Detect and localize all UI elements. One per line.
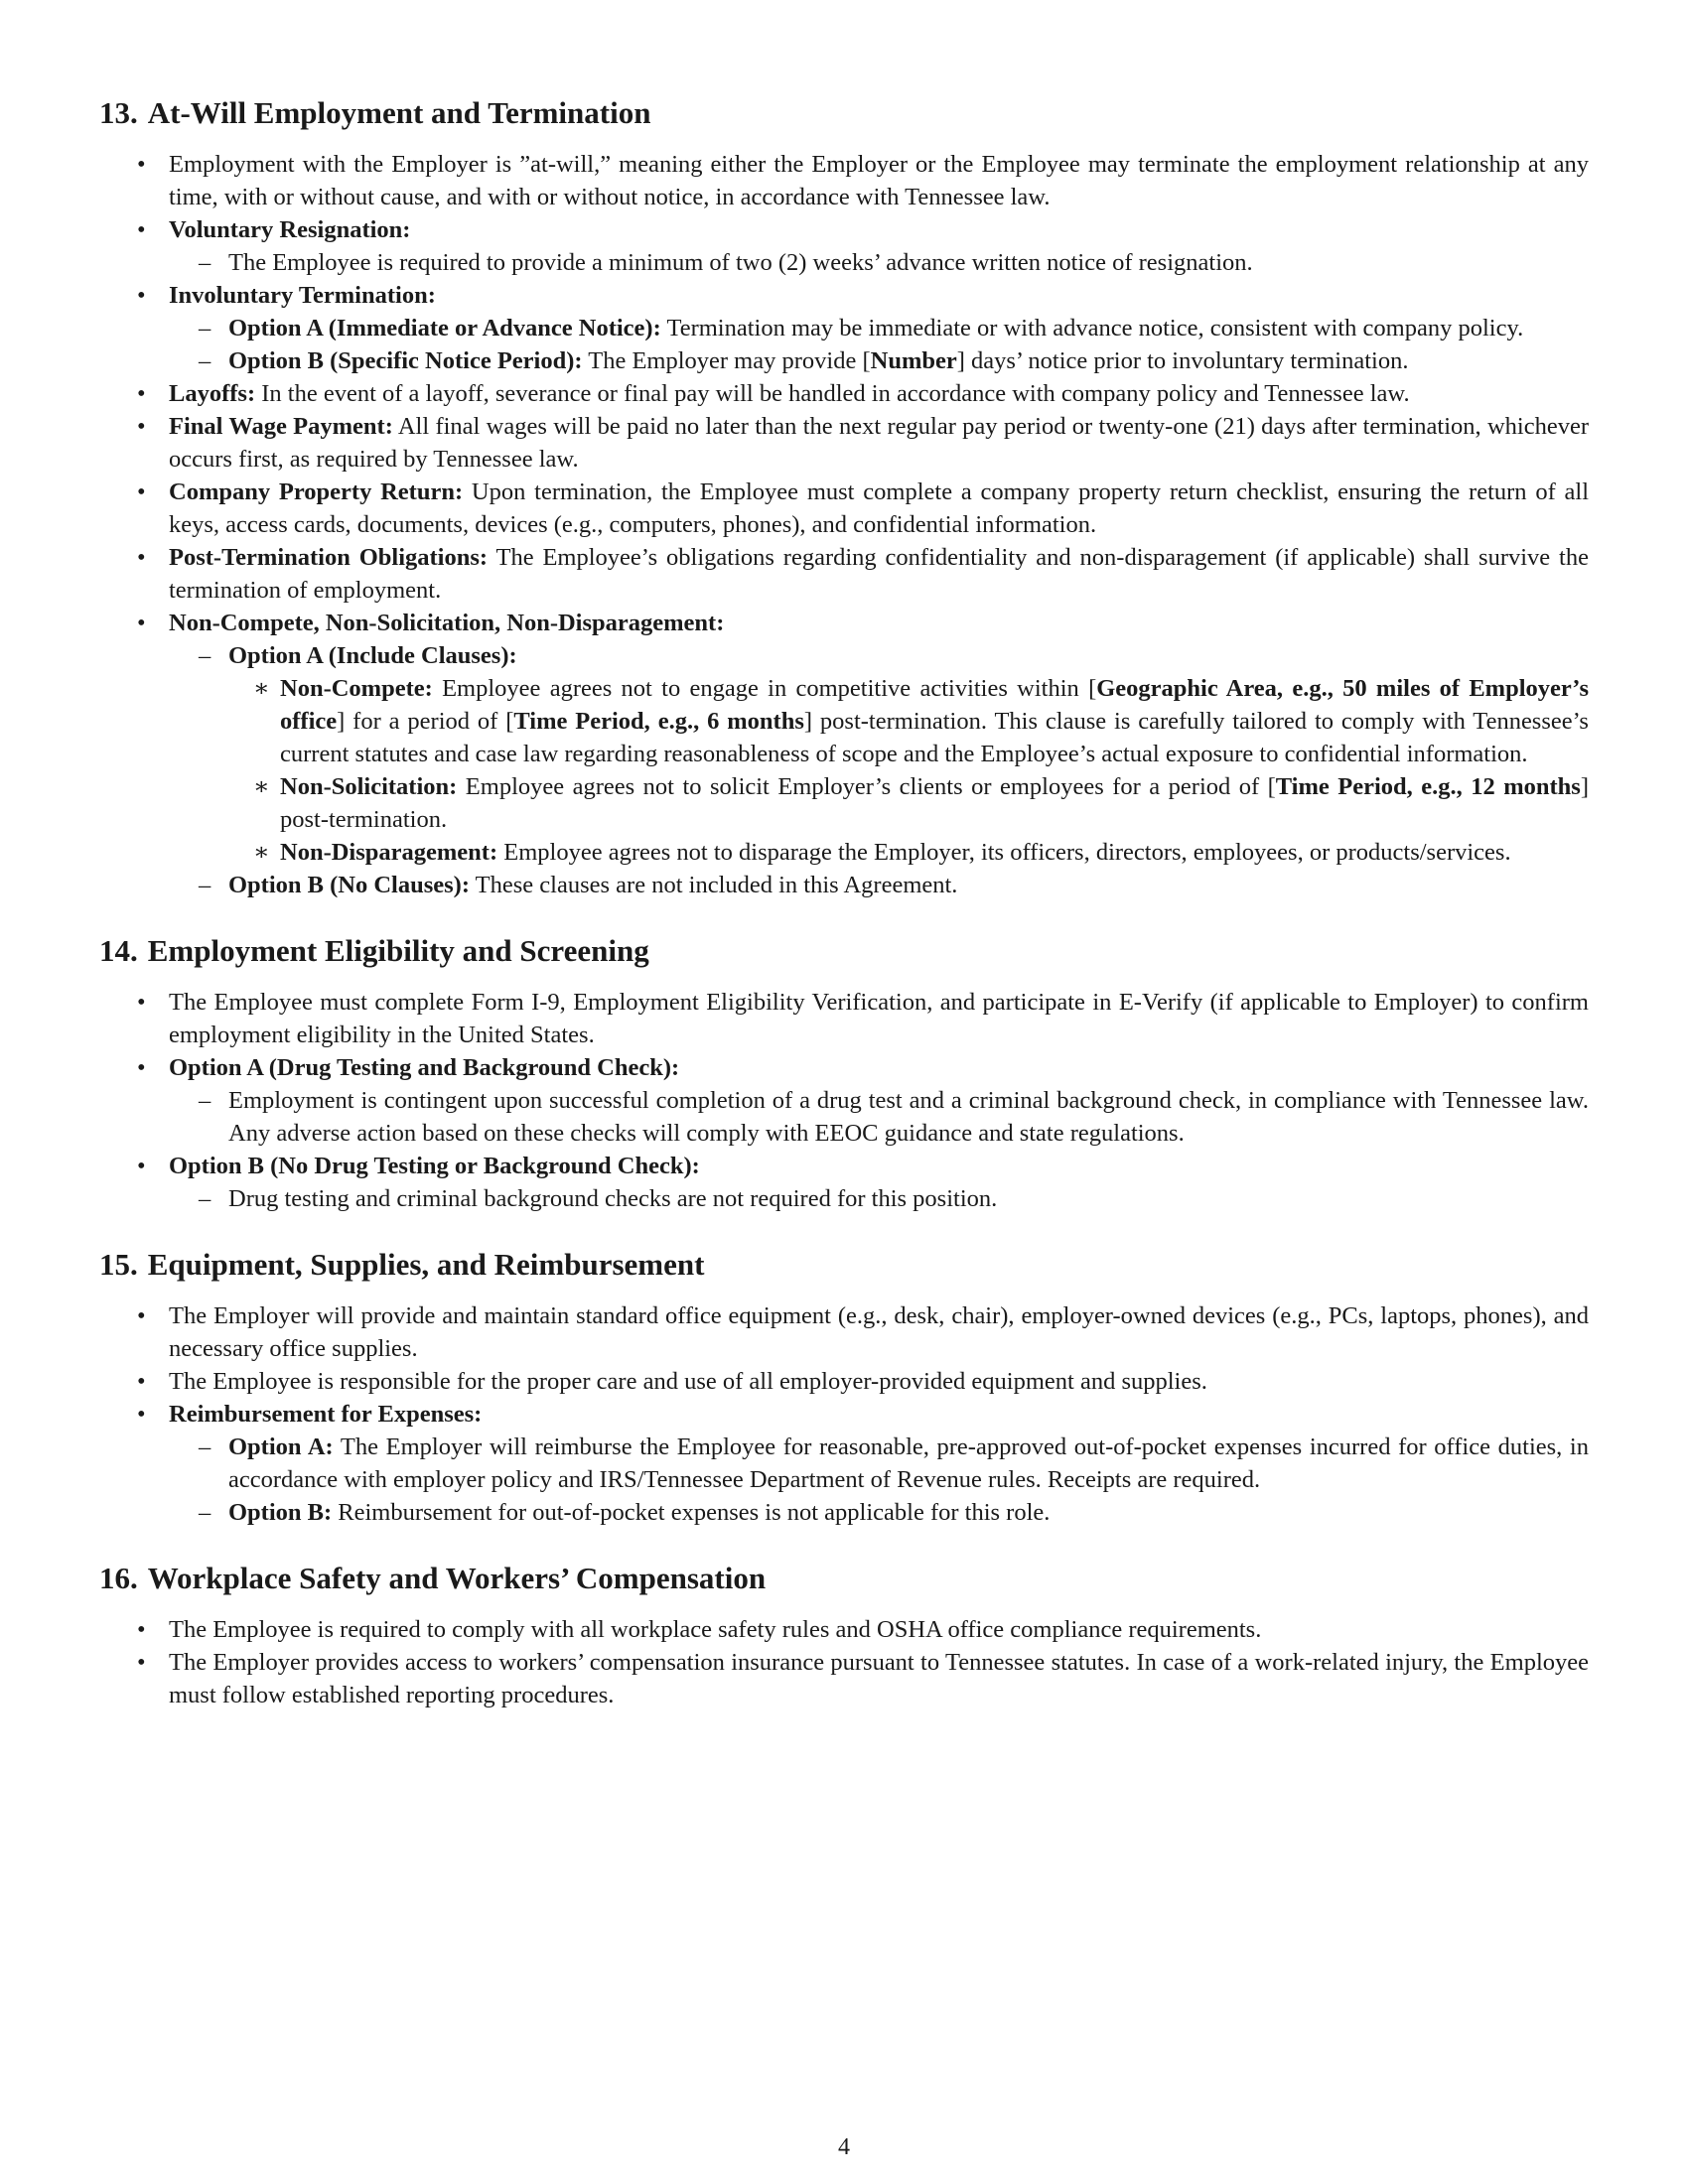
list-item (169, 869, 1589, 901)
list-item (99, 279, 1589, 377)
option-text: These clauses are not included in this Agreement. (475, 872, 958, 898)
sub-list (169, 639, 1589, 901)
non-disparagement-label: Non-Disparagement: (280, 839, 498, 866)
placeholder-field: Time Period, e.g., 12 months (1275, 773, 1581, 800)
section-number: 13. (99, 95, 138, 130)
list-item (99, 377, 1589, 410)
option-text: Reimbursement for out-of-pocket expenses is not applicable for this role. (338, 1499, 1051, 1526)
non-compete-label: Non-Compete: (280, 675, 433, 702)
list-item (99, 148, 1589, 213)
placeholder-field: Number (870, 347, 957, 374)
list-item (99, 607, 1589, 901)
sub-sub-list (228, 672, 1589, 869)
list-item (169, 312, 1589, 344)
final-wage-label: Final Wage Payment: (169, 413, 393, 440)
option-label: Option B (Specific Notice Period): (228, 347, 583, 374)
section-title: Employment Eligibility and Screening (147, 933, 649, 968)
section-16 (99, 1559, 1589, 1711)
option-label: Option B: (228, 1499, 333, 1526)
post-termination-text: The Employee’s obligations regarding confidentiality and non-disparagement (if applicable) shall survive the termination of employment. (169, 544, 1589, 604)
list-item (99, 541, 1589, 607)
section-heading (99, 93, 1589, 133)
option-text: ] days’ notice prior to involuntary termination. (956, 347, 1409, 374)
list-item (99, 1646, 1589, 1711)
bullet-list (99, 1299, 1589, 1529)
property-return-label: Company Property Return: (169, 478, 464, 505)
list-item (99, 1150, 1589, 1215)
document-page (99, 93, 1589, 1711)
osha-text: The Employee is required to comply with all workplace safety rules and OSHA office compliance requirements. (169, 1616, 1262, 1643)
sub-list (169, 312, 1589, 377)
workers-comp-text: The Employer provides access to workers’ compensation insurance pursuant to Tennessee statutes. In case of a work-related injury, the Employee must follow established reporting procedures. (169, 1649, 1589, 1708)
clause-text: ] for a period of [ (337, 708, 514, 735)
section-15 (99, 1245, 1589, 1529)
list-item (99, 476, 1589, 541)
section-number: 16. (99, 1561, 138, 1595)
page-number: 4 (838, 2134, 850, 2160)
list-item (169, 1084, 1589, 1150)
option-label: Option A (Drug Testing and Background Check): (169, 1054, 680, 1081)
list-item (169, 1496, 1589, 1529)
care-text: The Employee is responsible for the proper care and use of all employer-provided equipment and supplies. (169, 1368, 1207, 1395)
option-text: Termination may be immediate or with advance notice, consistent with company policy. (666, 315, 1524, 341)
clause-text: ] post-termination. (280, 773, 1589, 833)
sub-list (169, 1431, 1589, 1529)
list-item (169, 246, 1589, 279)
bullet-list (99, 1613, 1589, 1711)
list-item (228, 672, 1589, 770)
layoffs-text: In the event of a layoff, severance or final pay will be handled in accordance with company policy and Tennessee law. (261, 380, 1410, 407)
clause-text: Employee agrees not to solicit Employer’s clients or employees for a period of [ (465, 773, 1276, 800)
option-text: Employment is contingent upon successful completion of a drug test and a criminal background check, in compliance with Tennessee law. Any adverse action based on these checks will comply with EEOC guidance and state regulations. (228, 1087, 1589, 1147)
at-will-text: Employment with the Employer is ”at-will,” meaning either the Employer or the Employee may terminate the employment relationship at any time, with or without cause, and with or without notice, in accordance with Tennessee law. (169, 151, 1589, 210)
list-item (99, 213, 1589, 279)
bullet-list (99, 148, 1589, 901)
option-text: Drug testing and criminal background checks are not required for this position. (228, 1185, 998, 1212)
list-item (228, 836, 1589, 869)
section-heading (99, 1245, 1589, 1285)
option-label: Option A: (228, 1433, 334, 1460)
property-return-text: Upon termination, the Employee must complete a company property return checklist, ensuring the return of all keys, access cards, documents, devices (e.g., computers, phones), and confidential information. (169, 478, 1590, 538)
list-item (99, 986, 1589, 1051)
list-item (169, 344, 1589, 377)
restrictive-covenants-label: Non-Compete, Non-Solicitation, Non-Disparagement: (169, 610, 725, 636)
involuntary-termination-label: Involuntary Termination: (169, 282, 436, 309)
reimbursement-label: Reimbursement for Expenses: (169, 1401, 483, 1428)
option-label: Option A (Immediate or Advance Notice): (228, 315, 661, 341)
voluntary-resignation-text: The Employee is required to provide a minimum of two (2) weeks’ advance written notice of resignation. (228, 249, 1253, 276)
layoffs-label: Layoffs: (169, 380, 256, 407)
list-item (99, 1299, 1589, 1365)
section-title: At-Will Employment and Termination (147, 95, 651, 130)
placeholder-field: Time Period, e.g., 6 months (513, 708, 804, 735)
equipment-text: The Employer will provide and maintain standard office equipment (e.g., desk, chair), employer-owned devices (e.g., PCs, laptops, phones), and necessary office supplies. (169, 1302, 1589, 1362)
sub-list (169, 246, 1589, 279)
i9-text: The Employee must complete Form I-9, Employment Eligibility Verification, and participate in E-Verify (if applicable to Employer) to confirm employment eligibility in the United States. (169, 989, 1589, 1048)
section-title: Workplace Safety and Workers’ Compensation (147, 1561, 767, 1595)
list-item (99, 1613, 1589, 1646)
option-label: Option B (No Drug Testing or Background Check): (169, 1153, 700, 1179)
section-heading (99, 1559, 1589, 1598)
option-label: Option B (No Clauses): (228, 872, 470, 898)
section-number: 15. (99, 1247, 138, 1282)
list-item (99, 1051, 1589, 1150)
option-text: The Employer will reimburse the Employee for reasonable, pre-approved out-of-pocket expenses incurred for office duties, in accordance with employer policy and IRS/Tennessee Department of Revenue rules. Receipts are required. (228, 1433, 1589, 1493)
clause-text: ] post-termination. This clause is carefully tailored to comply with Tennessee’s current statutes and case law regarding reasonableness of scope and the Employee’s actual exposure to confidential information. (280, 708, 1589, 767)
non-solicitation-label: Non-Solicitation: (280, 773, 458, 800)
option-label: Option A (Include Clauses): (228, 642, 517, 669)
post-termination-label: Post-Termination Obligations: (169, 544, 489, 571)
list-item (99, 410, 1589, 476)
final-wage-text: All final wages will be paid no later than the next regular pay period or twenty-one (21) days after termination, whichever occurs first, as required by Tennessee law. (169, 413, 1589, 473)
list-item (228, 770, 1589, 836)
option-text: The Employer may provide [ (588, 347, 871, 374)
section-heading (99, 931, 1589, 971)
list-item (169, 639, 1589, 869)
placeholder-field: Geographic Area, e.g., 50 miles of Employer’s office (280, 675, 1589, 735)
section-title: Equipment, Supplies, and Reimbursement (147, 1247, 705, 1282)
list-item (99, 1365, 1589, 1398)
sub-list (169, 1084, 1589, 1150)
clause-text: Employee agrees not to disparage the Employer, its officers, directors, employees, or products/services. (503, 839, 1511, 866)
section-14 (99, 931, 1589, 1215)
section-13 (99, 93, 1589, 901)
list-item (99, 1398, 1589, 1529)
list-item (169, 1182, 1589, 1215)
sub-list (169, 1182, 1589, 1215)
clause-text: Employee agrees not to engage in competitive activities within [ (442, 675, 1097, 702)
bullet-list (99, 986, 1589, 1215)
voluntary-resignation-label: Voluntary Resignation: (169, 216, 411, 243)
list-item (169, 1431, 1589, 1496)
section-number: 14. (99, 933, 138, 968)
